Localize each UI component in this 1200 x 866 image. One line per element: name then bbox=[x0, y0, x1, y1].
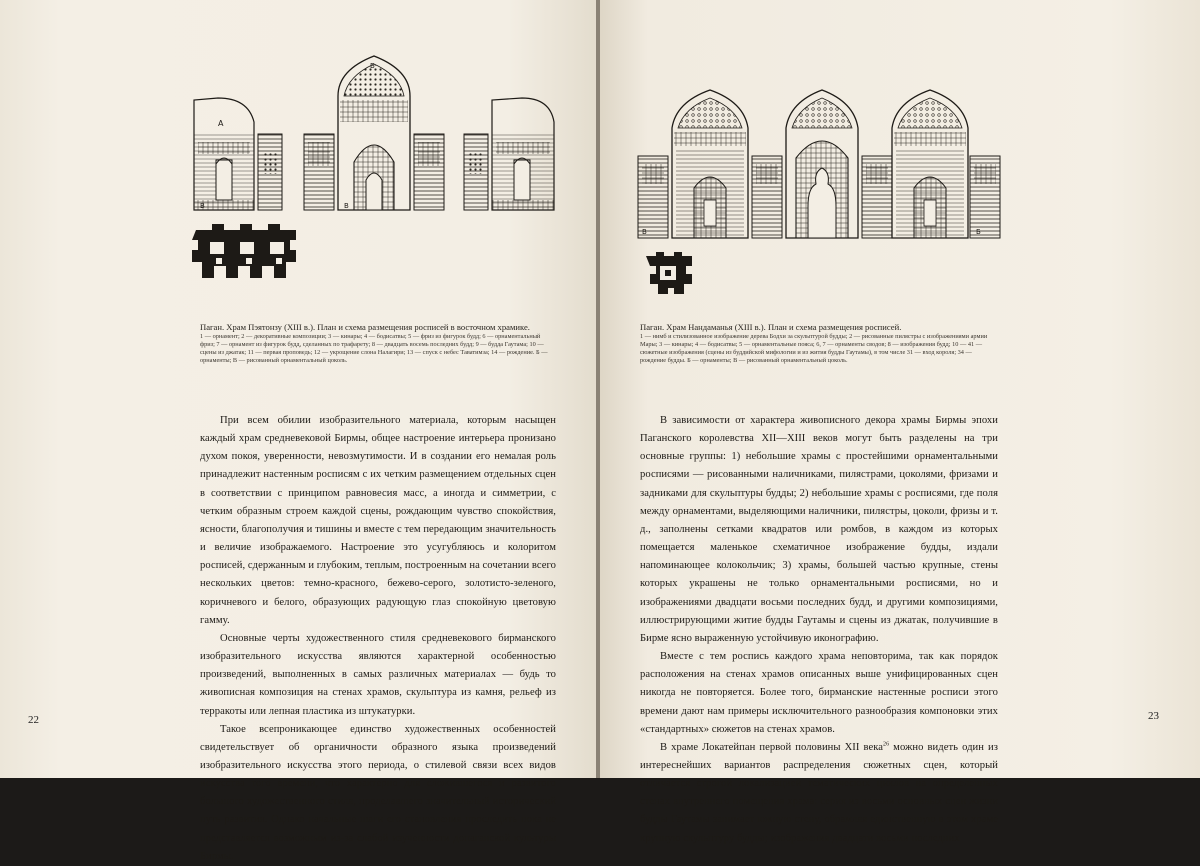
left-body-text bbox=[200, 412, 556, 866]
right-temple-plan bbox=[646, 252, 692, 294]
left-wall-drawing bbox=[194, 98, 282, 210]
left-paragraph-2: Основные черты художественного стиля средневекового бирманского изобразительного искусства являются характерной особенностью произведений, выполненных в самых различных материалах — будь то живописная композиция на стенах храмов, скульптура из камня, рельеф из терракоты или лепная пластика из штукатурки. bbox=[200, 632, 556, 717]
right-paragraph-3 bbox=[640, 739, 998, 848]
right-page bbox=[600, 0, 1200, 844]
right-figure-caption bbox=[640, 322, 998, 364]
right-caption-title: Паган. Храм Нандаманья (XIII в.). План и схема размещения росписей. bbox=[640, 322, 902, 332]
left-page-number: 22 bbox=[28, 714, 39, 726]
svg-text:В: В bbox=[642, 228, 647, 236]
left-paragraph-1: При всем обилии изобразительного материала, которым насыщен каждый храм средневековой Бирмы, общее настроение интерьера пронизано духом покоя, уверенности, невозмутимости. И в создании его немалая роль принадлежит настенным росписям с их четким размещением отдельных сцен в соответствии с принципом равновесия масс, а иногда и симметрии, с четким образным строем каждой сцены, рождающим чувство спокойствия, ясности, благополучия и тишины и вместе с тем передающим значительность и величие изображаемого. Настроение это усугубляюсь и колоритом росписей, сдержанным и глубоким, теплым, построенным на сочетании всего нескольких цветов: темно-красного, бежево-серого, золотисто-зеленого, коричневого и белого, образующих радующую глаз спокойную цветовую гамму. bbox=[200, 415, 557, 626]
footnote-reference[interactable]: 26 bbox=[883, 741, 890, 748]
svg-text:Б: Б bbox=[976, 228, 981, 236]
svg-text:В: В bbox=[344, 202, 349, 210]
right-paragraph-1: В зависимости от характера живописного декора храмы Бирмы эпохи Паганского королевства XII—XIII веков могут быть разделены на три основные группы: 1) небольшие храмы с простейшими орнаментальными росписями — рисованными наличниками, пилястрами, цоколями, фризами и задниками для скульптуры будды; 2) небольшие храмы с росписями, где поля между орнаментами, выделяющими наличники, пилястры, цоколи, фризы и т. д., заполнены сетками квадратов или ромбов, в каждом из которых помещается маленькое схематичное изображение будды, издали напоминающее колокольчик; 3) храмы, большей частью крупные, стены которых украшены не только орнаментальными росписями, но и изображениями двадцати восьми последних будд, и другими композициями, иллюстрирующими житие будды Гаутамы и сцены из джатак, получившие в Бирме ясно выраженную устойчивую иконографию. bbox=[640, 415, 998, 644]
left-caption-title: Паган. Храм Пэятонзу (XIII в.). План и схема размещения росписей в восточном храмике. bbox=[200, 322, 530, 332]
right-caption-legend: 1 — нимб и стилизованное изображение дерева Бодхи за скульптурой будды; 2 — рисованные пилястры с изображениями армии Мары; 3 — кинары; 4 — бодисатвы; 5 — орнаментальные пояса; 6, 7 — орнаменты сводов; 8 — изображения будд; 10 — 41 — сюжетные изображения (сцены из буддийской мифологии и из жития будды Гаутамы), в том числе 31 — вход короля; 34 — рождение будды. Б — орнаменты; В — рисованный орнаментальный цоколь. bbox=[640, 333, 988, 364]
right-paragraph-2: Вместе с тем роспись каждого храма неповторима, так как порядок расположения на стенах храмов описанных выше унифицированных сцен никогда не повторяется. Более того, бирманские настенные росписи этого времени дают нам примеры исключительного разнообразия компоновки этих «стандартных» сюжетов на стенах храмов. bbox=[640, 651, 998, 735]
left-paragraph-3: Такое всепроникающее единство художественных особенностей свидетельствует об органичности образного языка произведений изобразительного искусства этого периода, о стилевой связи всех видов искусства того времени, что характерно для сложившегося и развитого большого художественного стиля, проделавшего значительный исторический путь развития. Однако начальные шаги его становления проследить пока не представляется возможным из-за слабой изученности допаганской культуры Бирмы. bbox=[200, 723, 556, 862]
right-wall-group bbox=[638, 90, 782, 238]
right-center-wall-group bbox=[786, 90, 892, 238]
svg-text:Б: Б bbox=[370, 62, 375, 70]
left-caption-legend: 1 — орнамент; 2 — декоративные композиции; 3 — кинары; 4 — бодисатвы; 5 — фриз из фигурок будд; 6 — орнаментальный фриз; 7 — орнамент из фигурок будд, сделанных по трафарету; 8 — двадцать восемь последних будд; 9 — будда Гаутама; 10 — сцены из джатак; 11 — первая проповедь; 12 — укрощение слона Налагири; 13 — спуск с небес Таватимза; 14 — рождение. Б — орнаменты; В — рисованный орнаментальный цоколь. bbox=[200, 333, 548, 364]
left-figure-caption bbox=[200, 322, 556, 364]
left-page bbox=[0, 0, 598, 862]
svg-text:В: В bbox=[200, 202, 205, 210]
right-page-number: 23 bbox=[1148, 710, 1159, 722]
right-paragraph-3-start: В храме Локатейпан первой половины XII века bbox=[660, 741, 884, 753]
temple-plan-drawing bbox=[192, 224, 296, 278]
right-figure-elevation bbox=[636, 88, 1002, 304]
center-wall-drawing bbox=[304, 56, 444, 210]
right-paragraph-3-end: можно видеть один из интереснейших вариантов распределения сюжетных сцен, который отличается строгой локализацией тематических циклов на определенных стенах внутреннего помещения храма: серия из восьми основных сцен жизни будды Гаутамы занимает южную стену, обрамляя единственную в этом храме крупную скульптуру будды; изображения двадцати восьми последних bbox=[640, 741, 998, 844]
right-wall-drawing bbox=[464, 98, 554, 210]
svg-text:A: A bbox=[218, 119, 224, 128]
left-figure-elevation bbox=[188, 52, 558, 290]
right-right-wall-group bbox=[892, 90, 1000, 238]
right-body-text bbox=[640, 412, 998, 848]
